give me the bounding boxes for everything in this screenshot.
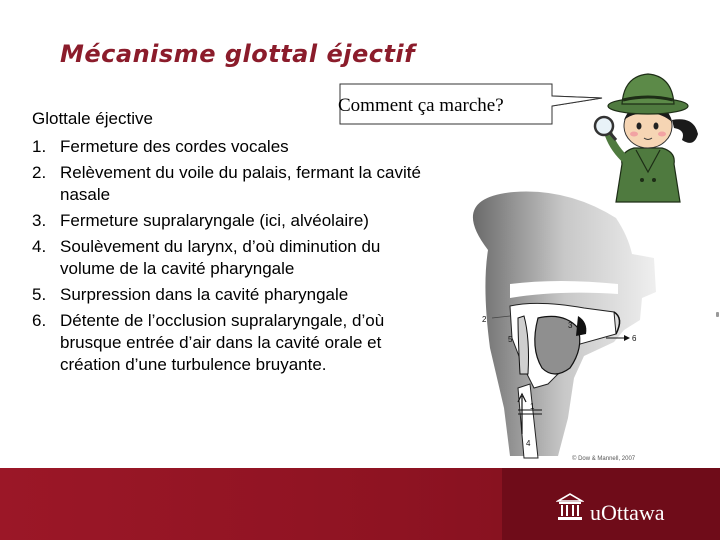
step-number: 3. bbox=[32, 211, 47, 230]
list-item bbox=[32, 136, 422, 158]
brand-logo: uOttawa bbox=[590, 500, 665, 525]
step-text: Fermeture des cordes vocales bbox=[60, 137, 289, 156]
step-text: Surpression dans la cavité pharyngale bbox=[60, 285, 349, 304]
label-5: 5 bbox=[508, 335, 513, 344]
step-number: 2. bbox=[32, 163, 47, 182]
step-text: Détente de l’occlusion supralaryngale, d’où brusque entrée d’air dans la cavité orale et création d’une turbulence bruyante. bbox=[60, 311, 385, 374]
label-6: 6 bbox=[632, 334, 637, 343]
list-item bbox=[32, 284, 422, 306]
label-2: 2 bbox=[482, 315, 487, 324]
edge-mark bbox=[716, 312, 719, 317]
step-number: 5. bbox=[32, 285, 47, 304]
label-1: 1 bbox=[530, 402, 535, 411]
university-building-icon bbox=[556, 492, 584, 522]
list-item bbox=[32, 162, 422, 206]
figure-credit: © Dow & Mannell, 2007 bbox=[572, 456, 636, 462]
list-item bbox=[32, 310, 422, 376]
steps-list bbox=[32, 136, 422, 380]
step-number: 4. bbox=[32, 237, 47, 256]
callout-text: Comment ça marche? bbox=[338, 95, 504, 116]
step-text: Fermeture supralaryngale (ici, alvéolaire) bbox=[60, 211, 369, 230]
list-item bbox=[32, 210, 422, 232]
step-number: 1. bbox=[32, 137, 47, 156]
step-text: Relèvement du voile du palais, fermant la cavité nasale bbox=[60, 163, 421, 204]
step-text: Soulèvement du larynx, d’où diminution du volume de la cavité pharyngale bbox=[60, 237, 381, 278]
label-3: 3 bbox=[568, 321, 573, 330]
list-item bbox=[32, 236, 422, 280]
label-4: 4 bbox=[526, 439, 531, 448]
intro-heading: Glottale éjective bbox=[32, 109, 153, 128]
slide-title: Mécanisme glottal éjectif bbox=[60, 40, 416, 68]
vocal-tract-diagram bbox=[418, 188, 658, 468]
step-number: 6. bbox=[32, 311, 47, 330]
